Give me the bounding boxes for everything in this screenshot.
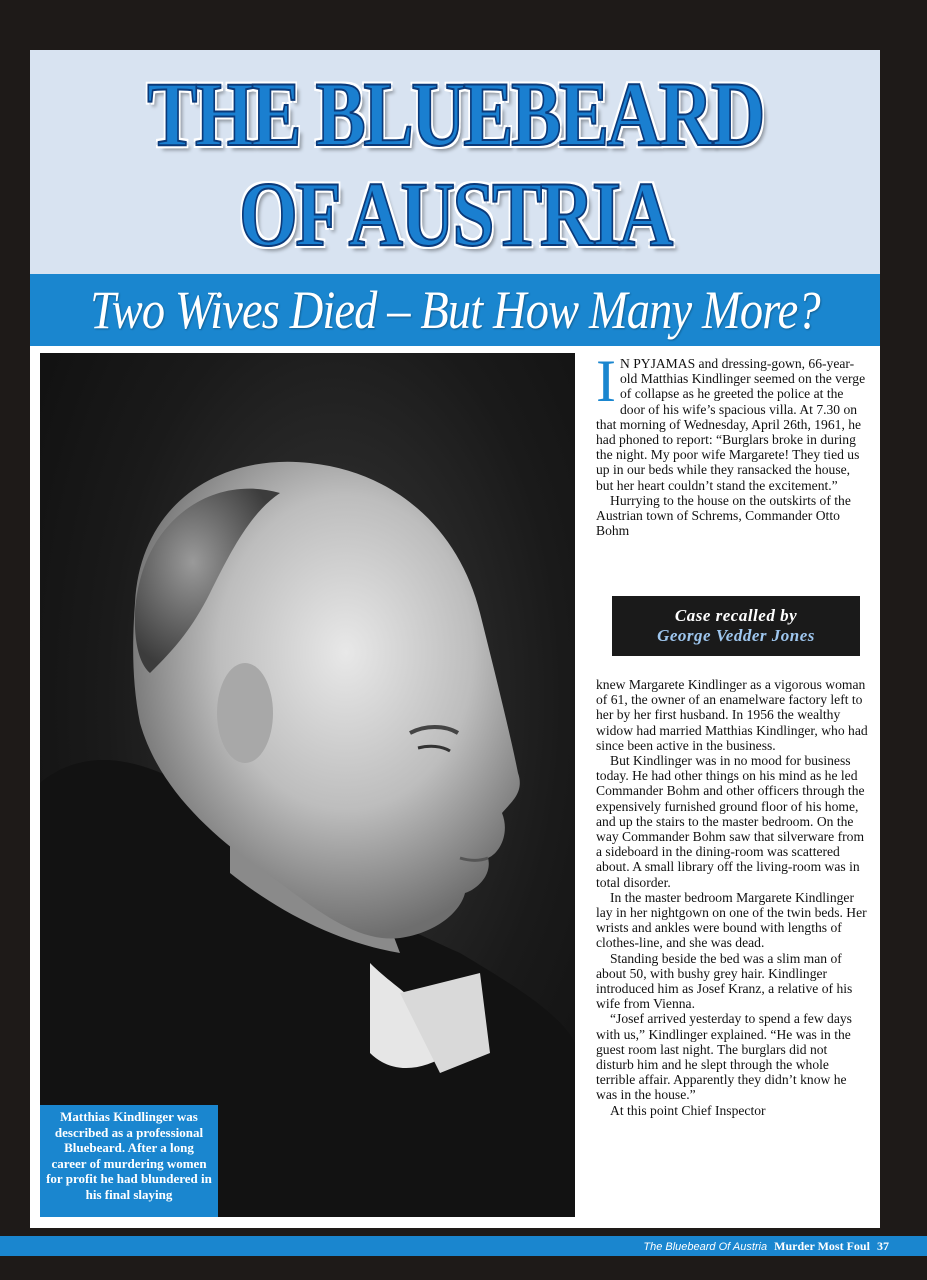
article-paragraph: In the master bedroom Margarete Kindlinger lay in her nightgown on one of the twin beds. Her wrists and ankles were bound with lengths of clothes-line, and she was dead.: [596, 889, 867, 951]
portrait-illustration: [40, 353, 575, 1217]
byline-box: [612, 596, 860, 656]
byline-author: George Vedder Jones: [657, 626, 815, 645]
magazine-page: [30, 50, 880, 1228]
article-paragraph: “Josef arrived yesterday to spend a few days with us,” Kindlinger explained. “He was in the guest room last night. The burglars did not disturb him and he slept through the whole terrible affair. Apparently they didn’t know he was in the house.”: [596, 1011, 852, 1103]
footer-magazine-name: Murder Most Foul: [774, 1239, 870, 1253]
headline-line-2: OF AUSTRIA: [239, 163, 671, 265]
footer-page-number: 37: [877, 1239, 889, 1253]
article-paragraph: knew Margarete Kindlinger as a vigorous woman of 61, the owner of an enamelware factory left to her by her first husband. In 1956 the wealthy widow had married Matthias Kindlinger, who had since been active in the business.: [596, 677, 868, 753]
headline-line-1: THE BLUEBEARD: [147, 63, 763, 165]
title-header: [30, 50, 880, 276]
photo-caption: Matthias Kindlinger was described as a professional Bluebeard. After a long career of murdering women for profit he had blundered in his final slaying: [40, 1105, 218, 1217]
footer-article-title: The Bluebeard Of Austria: [643, 1241, 768, 1253]
article-paragraph: At this point Chief Inspector: [610, 1102, 766, 1118]
page-footer: [643, 1238, 889, 1255]
article-column-bottom: [596, 677, 868, 1118]
drop-cap: I: [596, 348, 616, 414]
subtitle-band: [30, 274, 880, 346]
article-paragraph: N PYJAMAS and dressing-gown, 66-year-old Matthias Kindlinger seemed on the verge of collapse as he greeted the police at the door of his wife’s spacious villa. At 7.30 on that morning of Wednesday, April 26th, 1961, he had phoned to report: “Burglars broke in during the night. My poor wife Margarete! They tied us up in our beds while they ransacked the house, but her heart couldn’t stand the excitement.”: [596, 356, 866, 493]
article-column-top: [596, 348, 868, 539]
portrait-photo: [40, 353, 575, 1217]
subtitle: Two Wives Died – But How Many More?: [90, 280, 820, 340]
article-paragraph: But Kindlinger was in no mood for business today. He had other things on his mind as he led Commander Bohm and other officers through the expensively furnished ground floor of his home, and up the stairs to the master bedroom. On the way Commander Bohm saw that silverware from a sideboard in the dining-room was scattered about. A small library off the living-room was in total disorder.: [596, 753, 865, 890]
article-paragraph: Standing beside the bed was a slim man of about 50, with bushy grey hair. Kindlinger introduced him as Josef Kranz, a relative of his wife from Vienna.: [596, 950, 853, 1012]
article-paragraph: Hurrying to the house on the outskirts of the Austrian town of Schrems, Commander Otto Bohm: [596, 492, 851, 539]
byline-label: Case recalled by: [674, 606, 798, 625]
